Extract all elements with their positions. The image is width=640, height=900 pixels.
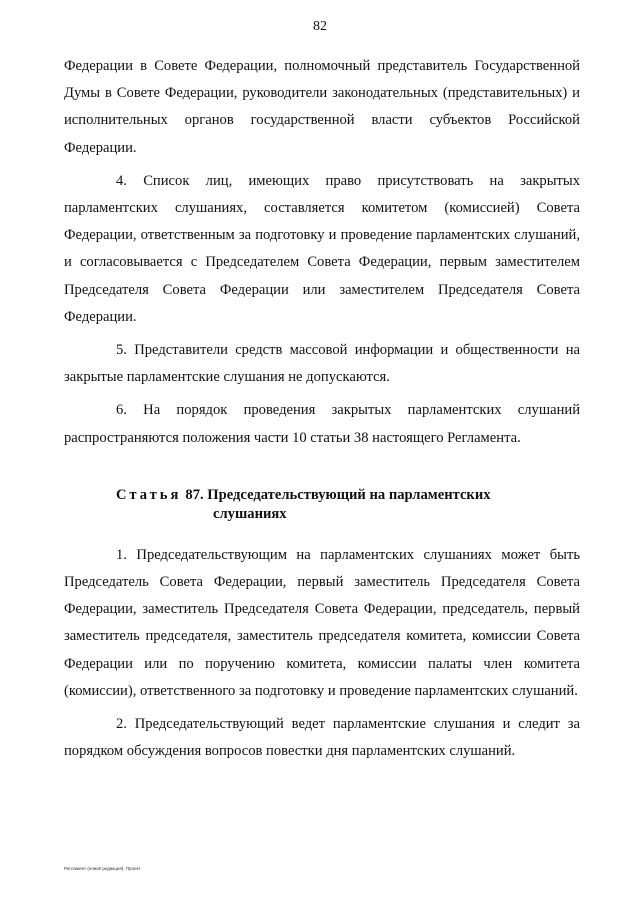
paragraph-item-6: 6. На порядок проведения закрытых парламентских слушаний распространяются положения части 10 статьи 38 настоящего Регламента. bbox=[64, 402, 580, 446]
article-title-line2: слушаниях bbox=[213, 505, 287, 522]
article-paragraph-1: 1. Председательствующим на парламентских слушаниях может быть Председатель Совета Федерации, первый заместитель Председателя Совета Федерации, заместитель Председателя Совета Федерации, председатель, первый заместитель председателя, заместитель председателя комитета, комиссии Совета Федерации или по поручению комитета, комиссии палаты член комитета (комиссии), ответственного за подготовку и проведение парламентских слушаний. bbox=[64, 546, 580, 699]
article-heading bbox=[64, 486, 580, 524]
page-number: 82 bbox=[313, 19, 327, 34]
article-paragraph-2: 2. Председательствующий ведет парламентские слушания и следит за порядком обсуждения вопросов повестки дня парламентских слушаний. bbox=[64, 716, 580, 760]
article-title-line1: 87. Председательствующий на парламентских bbox=[185, 486, 491, 503]
paragraph-item-4: 4. Список лиц, имеющих право присутствовать на закрытых парламентских слушаниях, составляется комитетом (комиссией) Совета Федерации, ответственным за подготовку и проведение парламентских слушаний, и согласовывается с Председателем Совета Федерации, первым заместителем Председателя Совета Федерации или заместителем Председателя Совета Федерации. bbox=[64, 172, 580, 325]
paragraph-item-5: 5. Представители средств массовой информации и общественности на закрытые парламентские слушания не допускаются. bbox=[64, 342, 580, 386]
article-label: Статья bbox=[116, 486, 182, 503]
footer-note: Регламент (новая редакция). Проект bbox=[64, 866, 141, 871]
document-body bbox=[64, 53, 580, 765]
paragraph-continuation: Федерации в Совете Федерации, полномочный представитель Государственной Думы в Совете Федерации, руководители законодательных (представительных) и исполнительных органов государственной власти субъектов Российской Федерации. bbox=[64, 58, 580, 156]
